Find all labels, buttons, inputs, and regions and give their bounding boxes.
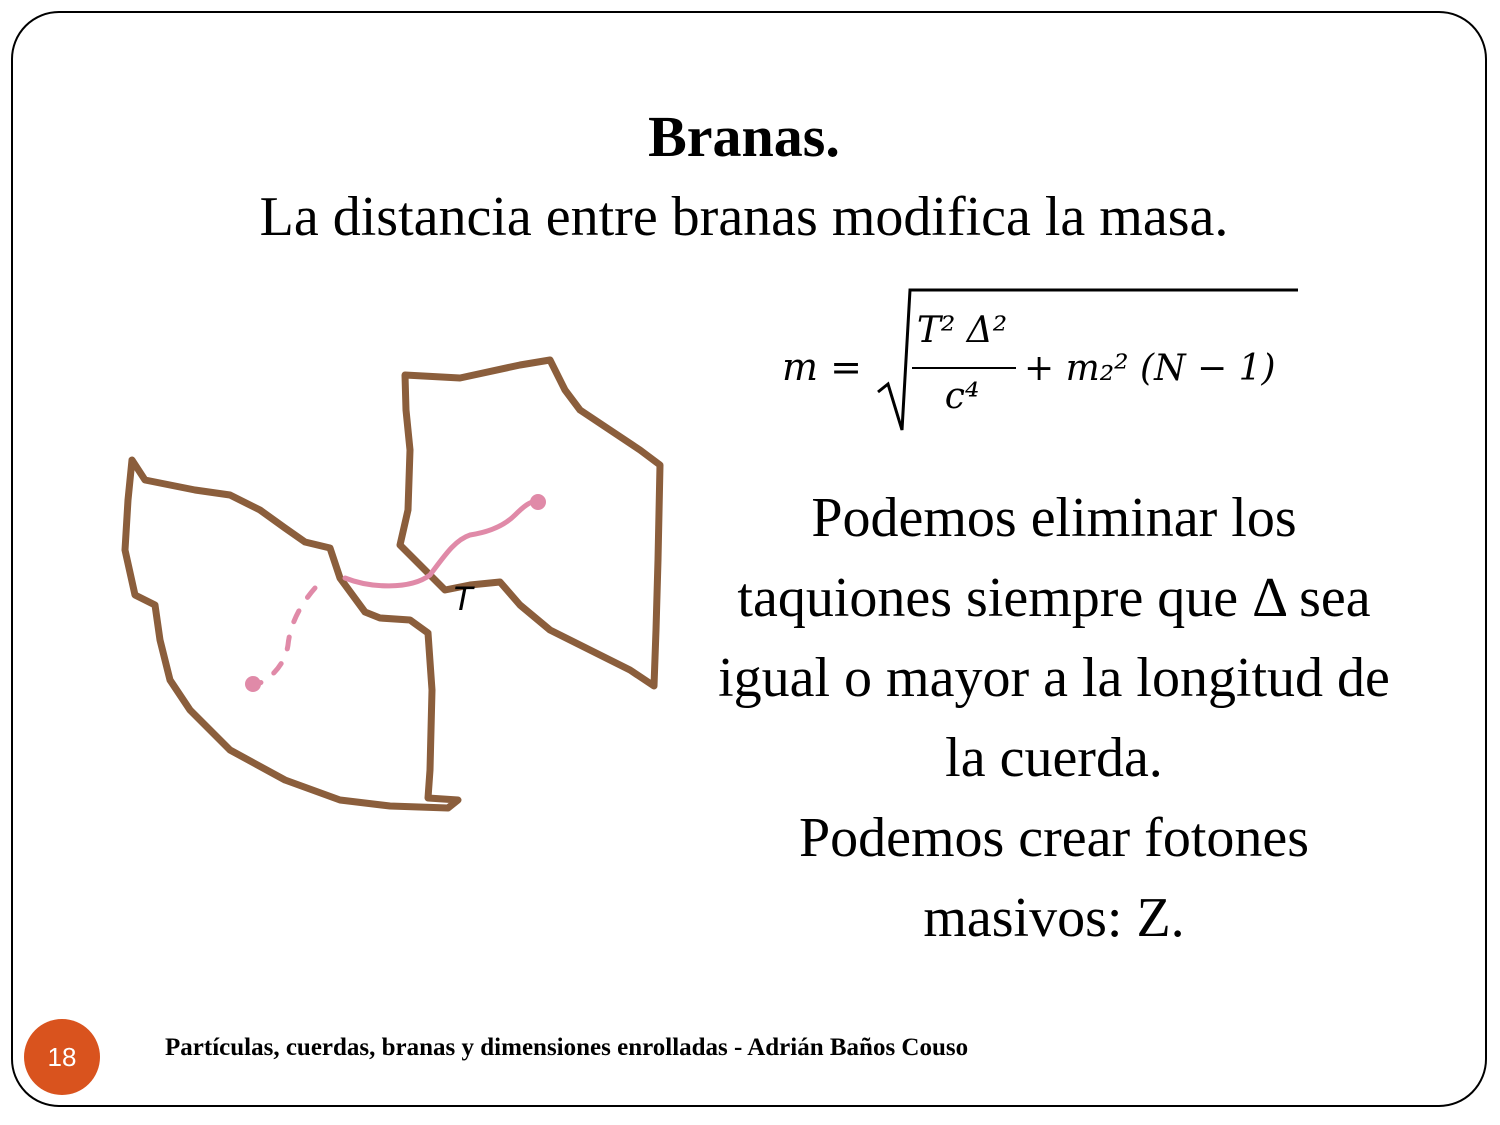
string-endpoint-left	[245, 676, 261, 692]
slide-subtitle: La distancia entre branas modifica la masa.	[259, 186, 1229, 248]
body-line: Podemos crear fotones	[798, 807, 1310, 869]
body-line: igual o mayor a la longitud de	[718, 647, 1390, 709]
body-text	[690, 478, 1418, 958]
open-string	[345, 500, 538, 586]
footer-text: Partículas, cuerdas, branas y dimensiones enrolladas - Adrián Baños Couso	[165, 1034, 969, 1061]
formula-numerator: T² Δ²	[916, 310, 1008, 351]
right-brane-outline	[400, 360, 660, 686]
slide-number-badge: 18	[24, 1019, 100, 1095]
mass-formula	[770, 280, 1310, 440]
body-line: Podemos eliminar los	[811, 487, 1297, 549]
body-line: taquiones siempre que Δ sea	[737, 567, 1371, 629]
hidden-string-segment	[255, 588, 315, 685]
formula-rest: + m₂² (N − 1)	[1024, 348, 1276, 389]
body-line: masivos: Z.	[923, 887, 1185, 949]
tachyon-label: T	[452, 580, 473, 618]
branes-drawing	[110, 350, 690, 820]
formula-denominator: c⁴	[944, 376, 980, 417]
string-endpoint-right	[530, 494, 546, 510]
slide-title: Branas.	[648, 104, 840, 169]
formula-lhs: m =	[782, 345, 862, 389]
body-line: la cuerda.	[945, 727, 1163, 789]
